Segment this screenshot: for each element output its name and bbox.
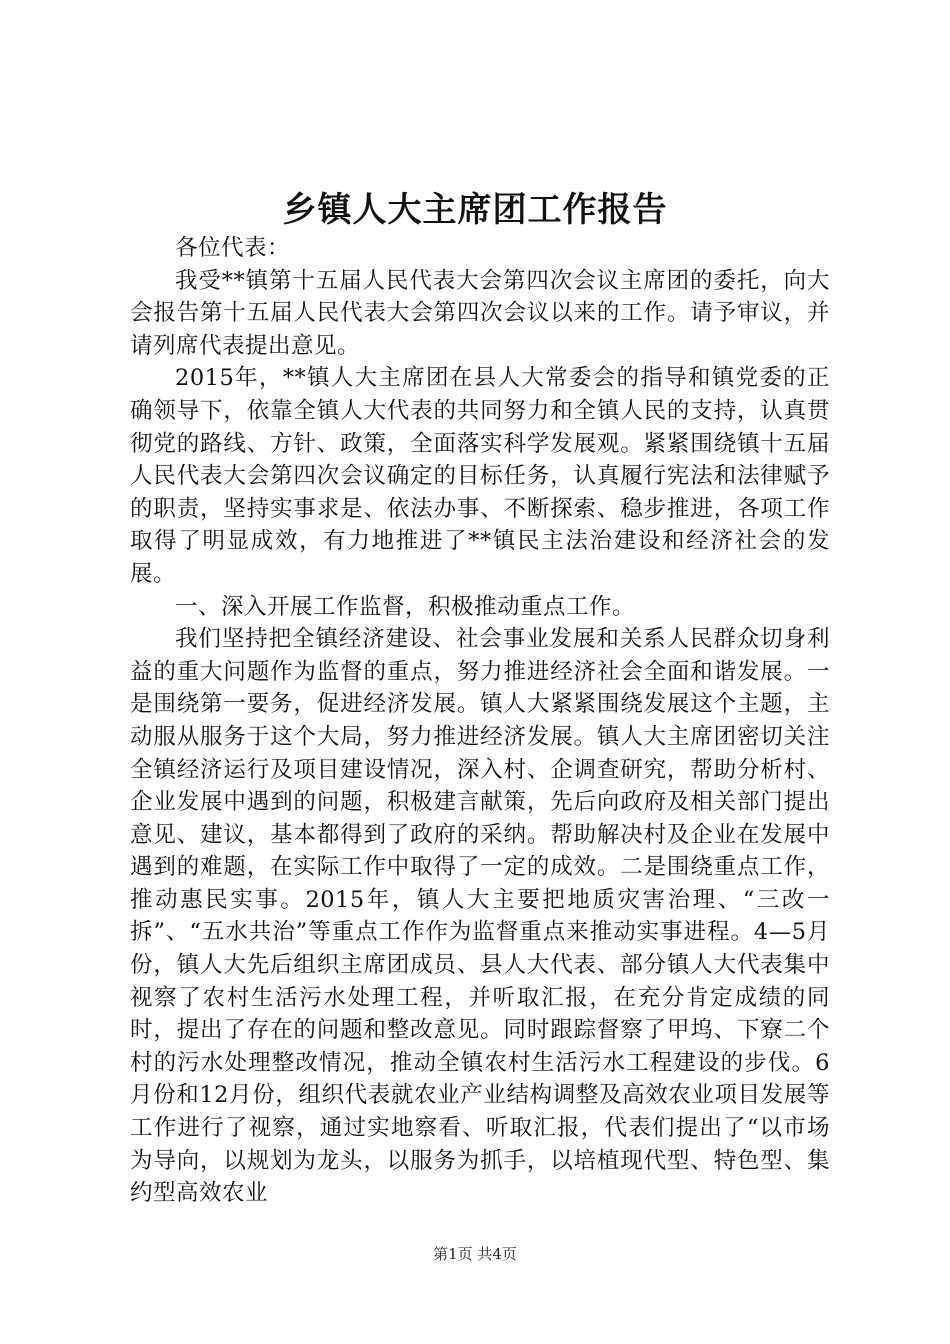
page-footer: 第1页 共4页 — [433, 1245, 517, 1263]
salutation: 各位代表： — [175, 235, 291, 261]
section-heading: 一、深入开展工作监督，积极推动重点工作。 — [175, 593, 636, 620]
document-title: 乡镇人大主席团工作报告 — [282, 190, 668, 230]
paragraph-intro: 我受**镇第十五届人民代表大会第四次会议主席团的委托，向大会报告第十五届人民代表大会第四次会议以来的工作。请予审议，并请列席代表提出意见。 — [130, 267, 830, 359]
paragraph-section-1: 我们坚持把全镇经济建设、社会事业发展和关系人民群众切身利益的重大问题作为监督的重点，努力推进经济社会全面和谐发展。一是围绕第一要务，促进经济发展。镇人大紧紧围绕发展这个主题，主动服从服务于这个大局，努力推进经济发展。镇人大主席团密切关注全镇经济运行及项目建设情况，深入村、企调查研究，帮助分析村、企业发展中遇到的问题，积极建言献策，先后向政府及相关部门提出意见、建议，基本都得到了政府的采纳。帮助解决村及企业在发展中遇到的难题，在实际工作中取得了一定的成效。二是围绕重点工作，推动惠民实事。2015年，镇人大主要把地质灾害治理、“三改一拆”、“五水共治”等重点工作作为监督重点来推动实事进程。4—5月份，镇人大先后组织主席团成员、县人大代表、部分镇人大代表集中视察了农村生活污水处理工程，并听取汇报，在充分肯定成绩的同时，提出了存在的问题和整改意见。同时跟踪督察了甲坞、下寮二个村的污水处理整改情况，推动全镇农村生活污水工程建设的步伐。6月份和12月份，组织代表就农业产业结构调整及高效农业项目发展等工作进行了视察，通过实地察看、听取汇报，代表们提出了“以市场为导向，以规划为龙头，以服务为抓手，以培植现代型、特色型、集约型高效农业 — [130, 626, 830, 1207]
paragraph-overview: 2015年，**镇人大主席团在县人大常委会的指导和镇党委的正确领导下，依靠全镇人大代表的共同努力和全镇人民的支持，认真贯彻党的路线、方针、政策，全面落实科学发展观。紧紧围绕镇十五届人民代表大会第四次会议确定的目标任务，认真履行宪法和法律赋予的职责，坚持实事求是、依法办事、不断探索、稳步推进，各项工作取得了明显成效，有力地推进了**镇民主法治建设和经济社会的发展。 — [130, 365, 830, 587]
document-body — [130, 232, 830, 1210]
